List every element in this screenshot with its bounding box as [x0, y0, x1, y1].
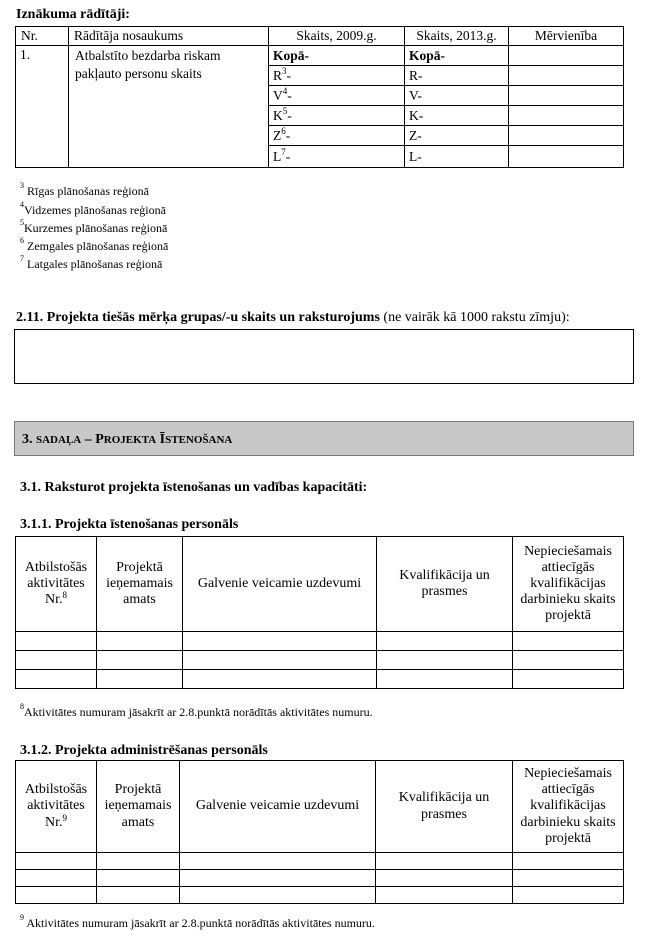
cell-2009-total: Kopā- [269, 46, 405, 66]
row-number: 1. [16, 46, 69, 168]
administration-staff-table [15, 760, 624, 904]
footnote-5: $^5$Kurzemes plānošanas reģionā [20, 218, 168, 235]
row-indicator-name: Atbalstīto bezdarba riskam pakļauto personu skaits [69, 46, 269, 168]
footnote-3: $^3$ Rīgas plānošanas reģionā [20, 181, 149, 198]
table-row [16, 853, 624, 870]
section-3-banner: 3. SADAĻA – PROJEKTA ĪSTENOŠANA [14, 421, 634, 456]
cell-2009-zemgale: $Z^6-$ [269, 126, 405, 146]
cell-2009-latgale: $L^7-$ [269, 146, 405, 168]
cell-2013-total: Kopā- [405, 46, 509, 66]
cell-unit [509, 66, 624, 86]
footnote-4: $^4$Vidzemes plānošanas reģionā [20, 200, 166, 217]
cell-2013-kurzeme: K- [405, 106, 509, 126]
implementation-staff-table [15, 536, 624, 689]
table-row [16, 870, 624, 887]
col-header-qualification: Kvalifikācija un prasmes [376, 761, 513, 853]
col-header-2013: Skaits, 2013.g. [405, 27, 509, 46]
cell-2013-vidzeme: V- [405, 86, 509, 106]
banner-number: 3. [22, 432, 33, 447]
cell-2013-riga: R- [405, 66, 509, 86]
col-header-name: Rādītāja nosaukums [69, 27, 269, 46]
table-row [16, 651, 624, 670]
staff-header-row [16, 761, 624, 853]
table-row [16, 670, 624, 689]
footnote-7: $^7$ Latgales plānošanas reģionā [20, 254, 163, 271]
col-header-qualification: Kvalifikācija un prasmes [377, 537, 513, 632]
footnote-8: $^8$Aktivitātes numuram jāsakrīt ar 2.8.punktā norādītās aktivitātes numuru. [20, 702, 373, 719]
staff-header-row [16, 537, 624, 632]
cell-unit [509, 146, 624, 168]
cell-2009-vidzeme: $V^4-$ [269, 86, 405, 106]
cell-2009-kurzeme: $K^5-$ [269, 106, 405, 126]
target-group-textarea[interactable] [14, 329, 634, 384]
section-3-1-1-heading: 3.1.1. Projekta īstenošanas personāls [20, 517, 239, 532]
cell-2013-zemgale: Z- [405, 126, 509, 146]
table-row [16, 632, 624, 651]
footnote-9: $^9$ Aktivitātes numuram jāsakrīt ar 2.8.punktā norādītās aktivitātes numuru. [20, 913, 375, 930]
cell-2013-latgale: L- [405, 146, 509, 168]
col-header-nr: Nr. [16, 27, 69, 46]
footnote-6: $^6$ Zemgales plānošanas reģionā [20, 236, 169, 253]
results-row [16, 46, 624, 66]
col-header-tasks: Galvenie veicamie uzdevumi [180, 761, 376, 853]
results-header-row [16, 27, 624, 46]
cell-unit [509, 86, 624, 106]
col-header-position: Projektā ieņemamais amats [97, 537, 183, 632]
cell-unit [509, 46, 624, 66]
col-header-activity-nr: Atbilstošās aktivitātes Nr.$^8$ [16, 537, 97, 632]
cell-2009-riga: $R^3-$ [269, 66, 405, 86]
col-header-activity-nr: Atbilstošās aktivitātes Nr.$^9$ [16, 761, 97, 853]
section-3-1-heading: 3.1. Raksturot projekta īstenošanas un vadības kapacitāti: [20, 480, 368, 495]
col-header-position: Projektā ieņemamais amats [97, 761, 180, 853]
col-header-2009: Skaits, 2009.g. [269, 27, 405, 46]
cell-unit [509, 126, 624, 146]
col-header-tasks: Galvenie veicamie uzdevumi [183, 537, 377, 632]
cell-unit [509, 106, 624, 126]
results-table [15, 26, 624, 168]
results-heading: Iznākuma rādītāji: [16, 7, 130, 22]
banner-sadala: SADAĻA [36, 434, 82, 446]
section-3-1-2-heading: 3.1.2. Projekta administrēšanas personāls [20, 743, 268, 758]
table-row [16, 887, 624, 904]
col-header-unit: Mērvienība [509, 27, 624, 46]
col-header-staff-count: Nepieciešamais attiecīgās kvalifikācijas darbinieku skaits projektā [513, 761, 624, 853]
col-header-staff-count: Nepieciešamais attiecīgās kvalifikācijas darbinieku skaits projektā [513, 537, 624, 632]
section-2-11-heading: 2.11. Projekta tiešās mērķa grupas/-u skaits un raksturojums (ne vairāk kā 1000 rakstu zīmju): [16, 310, 570, 325]
